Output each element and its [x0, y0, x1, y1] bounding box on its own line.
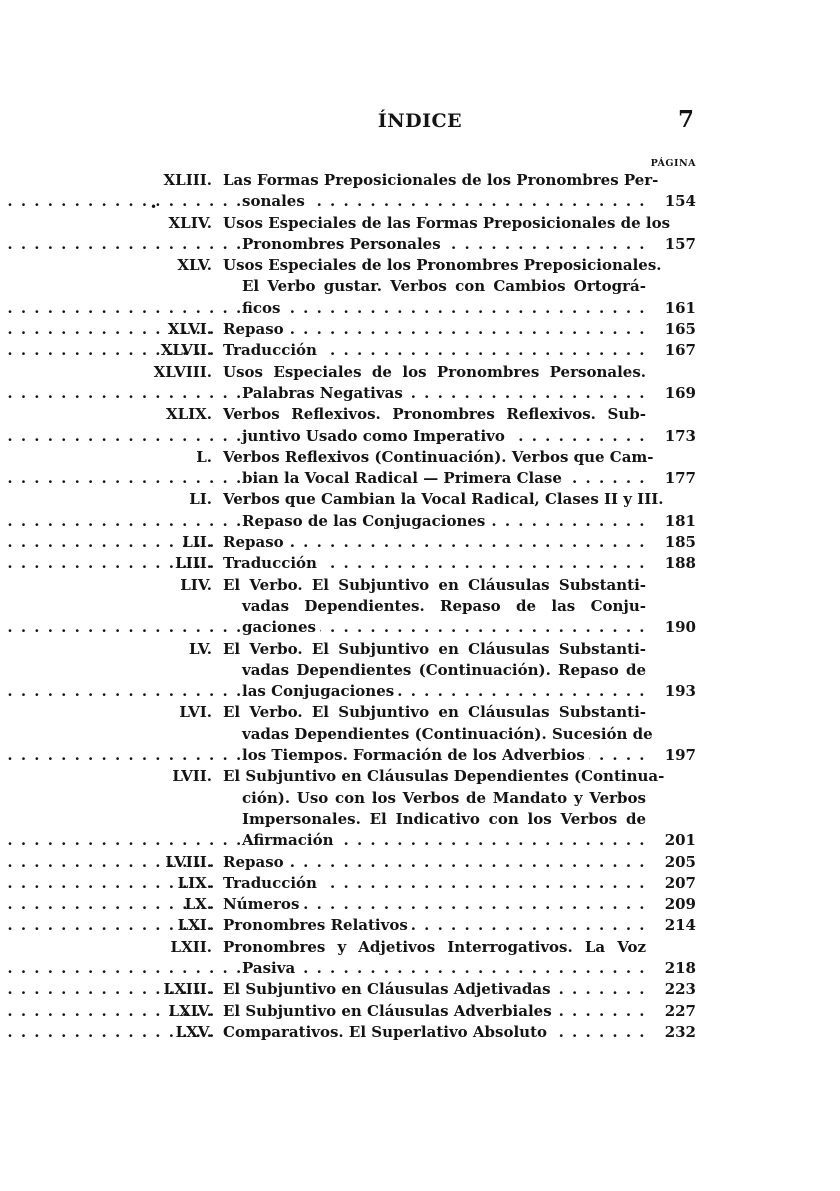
- chapter-number: LIV.: [180, 575, 212, 594]
- chapter-title: [223, 852, 646, 873]
- chapter-title-line: . . . Repaso: [223, 852, 646, 873]
- chapter-title-line: . . . Traducción: [223, 340, 646, 361]
- chapter-number: LXV.: [175, 1022, 212, 1041]
- page-ref: 154: [652, 191, 696, 212]
- toc-entry: [0, 702, 840, 766]
- chapter-number: XLV.: [177, 256, 212, 275]
- chapter-number: LXIV.: [168, 1001, 212, 1020]
- chapter-title: [223, 702, 653, 766]
- chapter-title-line: ción). Uso con los Verbos de Mandato y Verbos: [242, 788, 646, 807]
- chapter-title: [223, 170, 659, 213]
- page-ref: 188: [652, 553, 696, 574]
- toc-entry: [0, 489, 840, 532]
- page-ref: 161: [652, 298, 696, 319]
- page-ref: 207: [652, 873, 696, 894]
- chapter-number: LXII.: [170, 937, 212, 956]
- toc-entry: [0, 532, 840, 553]
- chapter-title-line: . . . los Tiempos. Formación de los Adverbios: [223, 745, 646, 766]
- page-ref: 218: [652, 958, 696, 979]
- page-ref: 185: [652, 532, 696, 553]
- chapter-title-line: Verbos Reflexivos. Pronombres Reflexivos. Sub-: [223, 405, 646, 424]
- chapter-title: [223, 362, 646, 405]
- chapter-title: [223, 937, 646, 980]
- chapter-number: XLVIII.: [153, 362, 212, 381]
- chapter-number: LVIII.: [165, 852, 212, 871]
- toc-entry: [0, 979, 840, 1000]
- chapter-title: [223, 639, 646, 703]
- chapter-title: [223, 979, 646, 1000]
- chapter-number: LXIII.: [163, 980, 212, 999]
- toc-entry: [0, 1022, 840, 1043]
- toc-entry: [0, 213, 840, 256]
- chapter-title-line: . . . Números: [223, 894, 646, 915]
- page-number: 7: [678, 106, 695, 133]
- chapter-title-line: Verbos Reflexivos (Continuación). Verbos que Cam-: [223, 447, 654, 466]
- page-ref: 167: [652, 340, 696, 361]
- chapter-number: XLVI.: [167, 320, 212, 339]
- page-ref: 181: [652, 511, 696, 532]
- chapter-title-line: . . . El Subjuntivo en Cláusulas Adjetivadas: [223, 979, 646, 1000]
- toc-entry: [0, 915, 840, 936]
- chapter-title: [223, 255, 662, 319]
- toc-entry: [0, 937, 840, 980]
- chapter-title: [223, 1022, 646, 1043]
- chapter-title-line: . . . bian la Vocal Radical — Primera Clase: [223, 468, 646, 489]
- toc-entry: [0, 447, 840, 490]
- chapter-number: L.: [196, 447, 212, 466]
- chapter-title: [223, 213, 671, 256]
- running-title: ÍNDICE: [377, 110, 463, 132]
- chapter-title-line: . . . las Conjugaciones: [223, 681, 646, 702]
- page-ref: 165: [652, 319, 696, 340]
- chapter-title-line: . . . El Subjuntivo en Cláusulas Adverbiales: [223, 1001, 646, 1022]
- chapter-title: [223, 447, 654, 490]
- page-ref: 227: [652, 1001, 696, 1022]
- toc-entry: [0, 404, 840, 447]
- chapter-number: XLVII.: [160, 341, 212, 360]
- chapter-number: XLIX.: [165, 405, 212, 424]
- page-ref: 193: [652, 681, 696, 702]
- chapter-title-line: vadas Dependientes (Continuación). Repaso de: [242, 660, 646, 679]
- page-ref: 209: [652, 894, 696, 915]
- toc-entry: [0, 766, 840, 851]
- chapter-title-line: . . . sonales: [223, 191, 646, 212]
- chapter-title: [223, 873, 646, 894]
- page-ref: 214: [652, 915, 696, 936]
- chapter-title-line: . . . Palabras Negativas: [223, 383, 646, 404]
- chapter-title-line: . . . Pasiva: [223, 958, 646, 979]
- page-ref: 201: [652, 830, 696, 851]
- chapter-title-line: El Verbo. El Subjuntivo en Cláusulas Substanti-: [223, 703, 646, 722]
- chapter-title-line: vadas Dependientes. Repaso de las Conju-: [242, 596, 646, 615]
- chapter-title-line: Verbos que Cambian la Vocal Radical, Clases II y III.: [223, 490, 664, 509]
- chapter-title-line: . . . Repaso de las Conjugaciones: [223, 511, 646, 532]
- chapter-number: LV.: [188, 639, 212, 658]
- page-ref: 157: [652, 234, 696, 255]
- chapter-number: LVI.: [179, 703, 212, 722]
- chapter-title: [223, 319, 646, 340]
- chapter-title: [223, 340, 646, 361]
- chapter-title-line: Impersonales. El Indicativo con los Verbos de: [242, 809, 646, 828]
- chapter-title-line: vadas Dependientes (Continuación). Sucesión de: [242, 724, 653, 743]
- chapter-number: LI.: [189, 490, 212, 509]
- chapter-title: [223, 404, 646, 447]
- toc-entry: [0, 362, 840, 405]
- chapter-title-line: . . . Comparativos. El Superlativo Absoluto: [223, 1022, 646, 1043]
- toc-entry: [0, 340, 840, 361]
- chapter-title-line: Pronombres y Adjetivos Interrogativos. La Voz: [223, 937, 646, 956]
- toc-entry: [0, 894, 840, 915]
- chapter-title-line: El Subjuntivo en Cláusulas Dependientes (Continua-: [223, 767, 665, 786]
- toc-entry: [0, 255, 840, 319]
- chapter-title-line: . . . Repaso: [223, 532, 646, 553]
- toc-entry: [0, 873, 840, 894]
- chapter-number: LIX.: [177, 873, 212, 892]
- chapter-title-line: . . . Repaso: [223, 319, 646, 340]
- chapter-title-line: El Verbo gustar. Verbos con Cambios Ortográ-: [242, 277, 646, 296]
- page-ref: 223: [652, 979, 696, 1000]
- page-ref: 190: [652, 617, 696, 638]
- toc-entry: [0, 1001, 840, 1022]
- chapter-title: [223, 1001, 646, 1022]
- page-ref: 169: [652, 383, 696, 404]
- chapter-title-line: Usos Especiales de las Formas Preposicionales de los: [223, 213, 671, 232]
- chapter-title-line: . . . gaciones: [223, 617, 646, 638]
- page-ref: 205: [652, 852, 696, 873]
- chapter-title: [223, 489, 664, 532]
- chapter-title-line: . . . juntivo Usado como Imperativo: [223, 426, 646, 447]
- chapter-title-line: . . . Traducción: [223, 553, 646, 574]
- chapter-title: [223, 575, 646, 639]
- chapter-number: XLIV.: [168, 213, 212, 232]
- chapter-number: LIII.: [175, 554, 212, 573]
- chapter-title-line: . . . ficos: [223, 298, 646, 319]
- chapter-title-line: Las Formas Preposicionales de los Pronombres Per-: [223, 171, 659, 189]
- chapter-title-line: Usos Especiales de los Pronombres Personales.: [223, 362, 646, 381]
- chapter-number: LX.: [184, 895, 212, 914]
- page-ref: 177: [652, 468, 696, 489]
- chapter-title: [223, 766, 665, 851]
- chapter-title-line: El Verbo. El Subjuntivo en Cláusulas Substanti-: [223, 575, 646, 594]
- page-column-label: PÁGINA: [650, 158, 696, 169]
- chapter-title-line: Usos Especiales de los Pronombres Preposicionales.: [223, 256, 662, 275]
- chapter-title: [223, 553, 646, 574]
- chapter-title-line: . . . Traducción: [223, 873, 646, 894]
- chapter-number: LVII.: [172, 767, 212, 786]
- toc-entry: [0, 319, 840, 340]
- toc-entry: [0, 575, 840, 639]
- toc-entry: [0, 639, 840, 703]
- table-of-contents: [0, 170, 840, 1043]
- chapter-title: [223, 532, 646, 553]
- page-ref: 232: [652, 1022, 696, 1043]
- page-ref: 173: [652, 426, 696, 447]
- toc-entry: [0, 553, 840, 574]
- chapter-number: LII.: [182, 533, 212, 552]
- chapter-title-line: . . . Pronombres Relativos: [223, 915, 646, 936]
- toc-entry: [0, 852, 840, 873]
- chapter-number: XLIII.: [163, 171, 212, 189]
- toc-entry: [0, 170, 840, 213]
- chapter-number: LXI.: [177, 916, 212, 935]
- chapter-title: [223, 894, 646, 915]
- chapter-title: [223, 915, 646, 936]
- chapter-title-line: El Verbo. El Subjuntivo en Cláusulas Substanti-: [223, 639, 646, 658]
- page-ref: 197: [652, 745, 696, 766]
- chapter-title-line: . . . Pronombres Personales: [223, 234, 646, 255]
- stray-mark-icon: •: [150, 200, 158, 214]
- chapter-title-line: . . . Afirmación: [223, 830, 646, 851]
